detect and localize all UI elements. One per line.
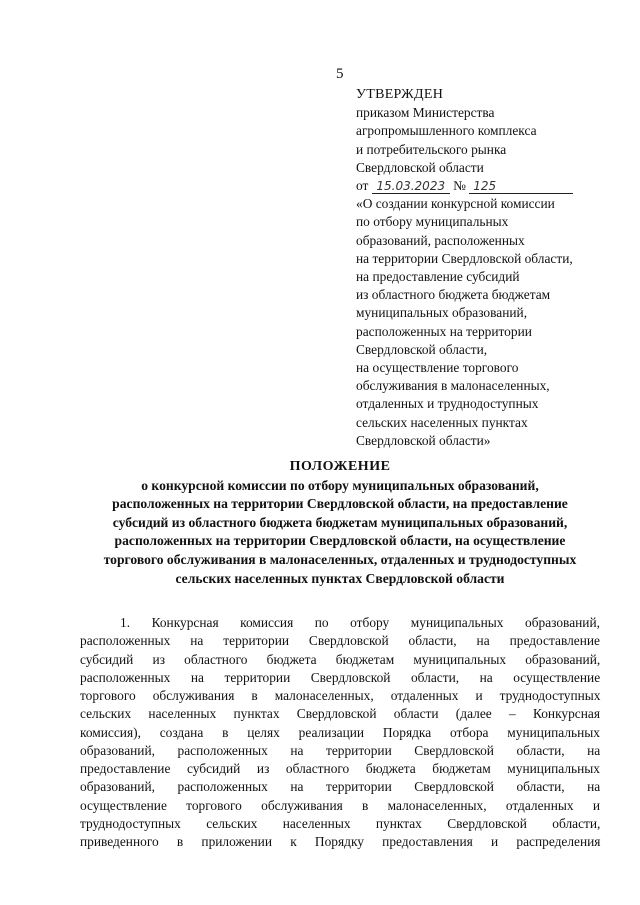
heading-line: субсидий из областного бюджета бюджетам муниципальных образований, [112,514,568,530]
body-line: субсидий из областного бюджета бюджетам муниципальных образований, [80,651,601,667]
approval-title: УТВЕРЖДЕН [356,87,444,102]
approval-date-number-line [356,177,616,195]
heading-line: о конкурсной комиссии по отбору муниципальных образований, [141,477,539,493]
document-heading [70,458,610,588]
approval-block [356,86,616,450]
subject-line: на территории Свердловской области, [356,250,573,266]
heading-line: сельских населенных пунктах Свердловской области [175,570,505,586]
subject-line: образований, расположенных [356,232,525,248]
approval-line: Свердловской области [356,159,484,175]
heading-line: расположенных на территории Свердловской области, на предоставление [112,496,568,512]
subject-line: сельских населенных пунктах [356,414,528,430]
body-line: 1. Конкурсная комиссия по отбору муниципальных образований, [120,615,600,630]
approval-line: агропромышленного комплекса [356,123,537,139]
body-line: образований, расположенных на территории Свердловской области, на [80,742,601,758]
number-prefix: № [453,178,466,194]
body-line: предоставление субсидий из областного бюджета бюджетам муниципальных [80,761,600,776]
body-line: образований, расположенных на территории Свердловской области, на [80,779,601,795]
heading-line: расположенных на территории Свердловской области, на осуществление [114,533,566,549]
subject-line: обслуживания в малонаселенных, [356,378,550,394]
body-paragraph [80,614,600,851]
subject-line: из областного бюджета бюджетам [356,287,551,303]
subject-line: «О создании конкурсной комиссии [356,196,555,212]
subject-line: отдаленных и труднодоступных [356,396,539,412]
body-line: приведенного в приложении к Порядку предоставления и распределения [80,834,601,849]
page-number: 5 [336,66,344,82]
body-line: расположенных на территории Свердловской области, на осуществление [80,669,601,685]
approval-line: приказом Министерства [356,105,495,121]
subject-line: по отбору муниципальных [356,214,509,230]
body-line: труднодоступных сельских населенных пунктах Свердловской области, [80,815,601,831]
subject-line: расположенных на территории [356,323,532,339]
date-prefix: от [356,178,369,194]
body-line: комиссия), создана в целях реализации Порядка отбора муниципальных [80,724,600,740]
heading-line: торгового обслуживания в малонаселенных, отдаленных и труднодоступных [103,551,577,567]
subject-line: на осуществление торгового [356,360,519,376]
body-line: осуществление торгового обслуживания в малонаселенных, отдаленных и [80,797,600,813]
body-line: расположенных на территории Свердловской области, на предоставление [80,633,600,649]
subject-line: Свердловской области» [356,432,491,448]
subject-line: на предоставление субсидий [356,269,520,285]
handwritten-number: 125 [469,179,573,194]
body-line: сельских населенных пунктах Свердловской области (далее – Конкурсная [80,706,600,722]
subject-line: Свердловской области, [356,341,488,357]
approval-line: и потребительского рынка [356,141,507,157]
body-line: торгового обслуживания в малонаселенных, отдаленных и труднодоступных [80,688,601,703]
handwritten-date: 15.03.2023 [372,179,450,194]
subject-line: муниципальных образований, [356,305,528,321]
heading-title: ПОЛОЖЕНИЕ [289,459,391,474]
